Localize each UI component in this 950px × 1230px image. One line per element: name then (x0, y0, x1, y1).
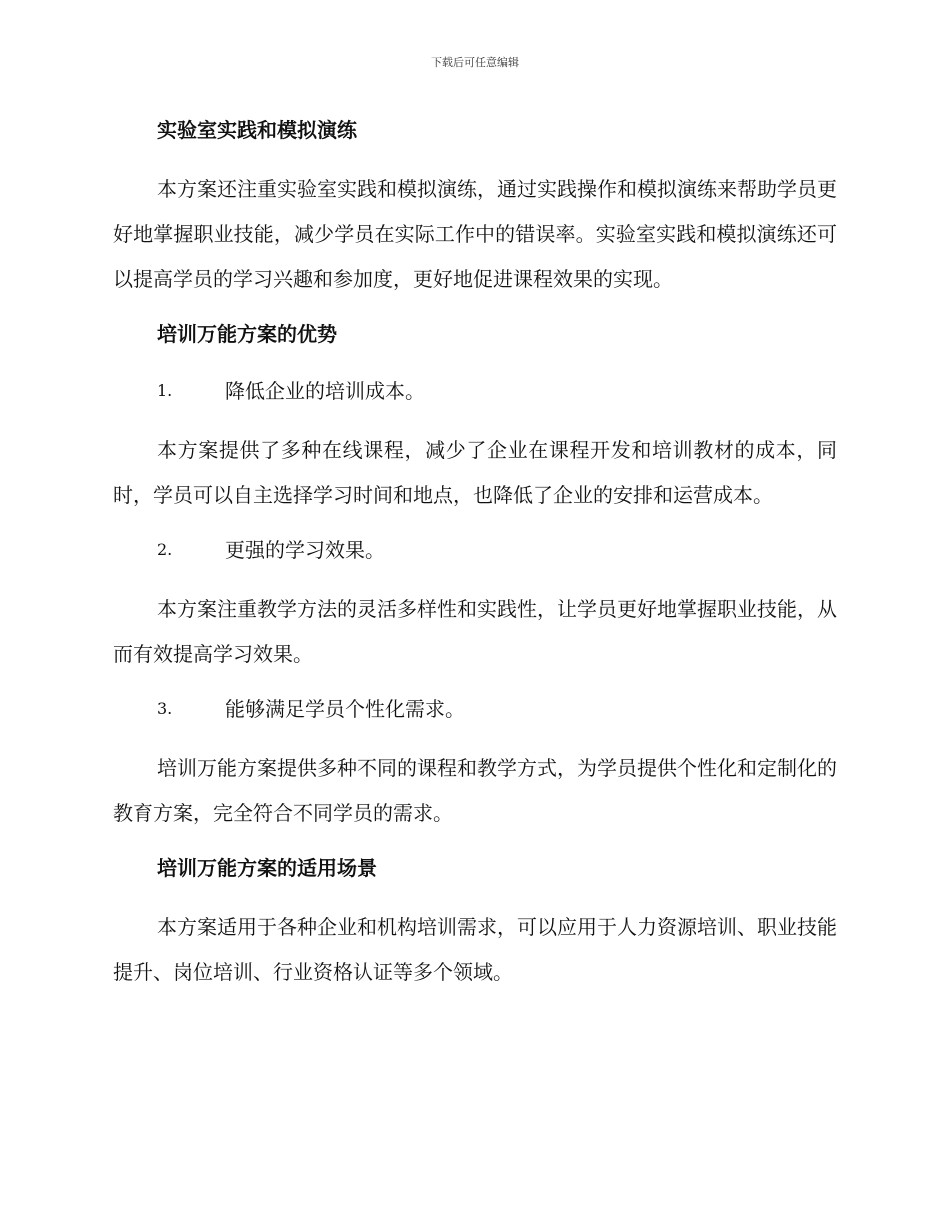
section-heading: 培训万能方案的优势 (157, 322, 337, 346)
list-item-title: 能够满足学员个性化需求。 (225, 697, 465, 721)
paragraph: 培训万能方案提供多种不同的课程和教学方式，为学员提供个性化和定制化的教育方案，完全符合不同学员的需求。 (113, 756, 837, 825)
list-number: 3. (157, 699, 173, 718)
section-heading: 实验室实践和模拟演练 (157, 118, 357, 142)
paragraph: 本方案适用于各种企业和机构培训需求，可以应用于人力资源培训、职业技能提升、岗位培训、行业资格认证等多个领域。 (113, 915, 837, 984)
list-item-title: 更强的学习效果。 (225, 538, 385, 562)
header-note: 下载后可任意编辑 (431, 56, 519, 69)
document-body (113, 110, 837, 1007)
list-item (113, 530, 837, 570)
list-number: 2. (157, 540, 173, 559)
list-item (113, 371, 837, 411)
list-item-title: 降低企业的培训成本。 (225, 379, 425, 403)
paragraph: 本方案还注重实验室实践和模拟演练，通过实践操作和模拟演练来帮助学员更好地掌握职业技能，减少学员在实际工作中的错误率。实验室实践和模拟演练还可以提高学员的学习兴趣和参加度，更好地促进课程效果的实现。 (113, 177, 837, 291)
paragraph: 本方案提供了多种在线课程，减少了企业在课程开发和培训教材的成本，同时，学员可以自主选择学习时间和地点，也降低了企业的安排和运营成本。 (113, 438, 837, 507)
list-number: 1. (157, 381, 173, 400)
section-heading: 培训万能方案的适用场景 (157, 856, 377, 880)
list-item (113, 689, 837, 729)
paragraph: 本方案注重教学方法的灵活多样性和实践性，让学员更好地掌握职业技能，从而有效提高学习效果。 (113, 597, 837, 666)
